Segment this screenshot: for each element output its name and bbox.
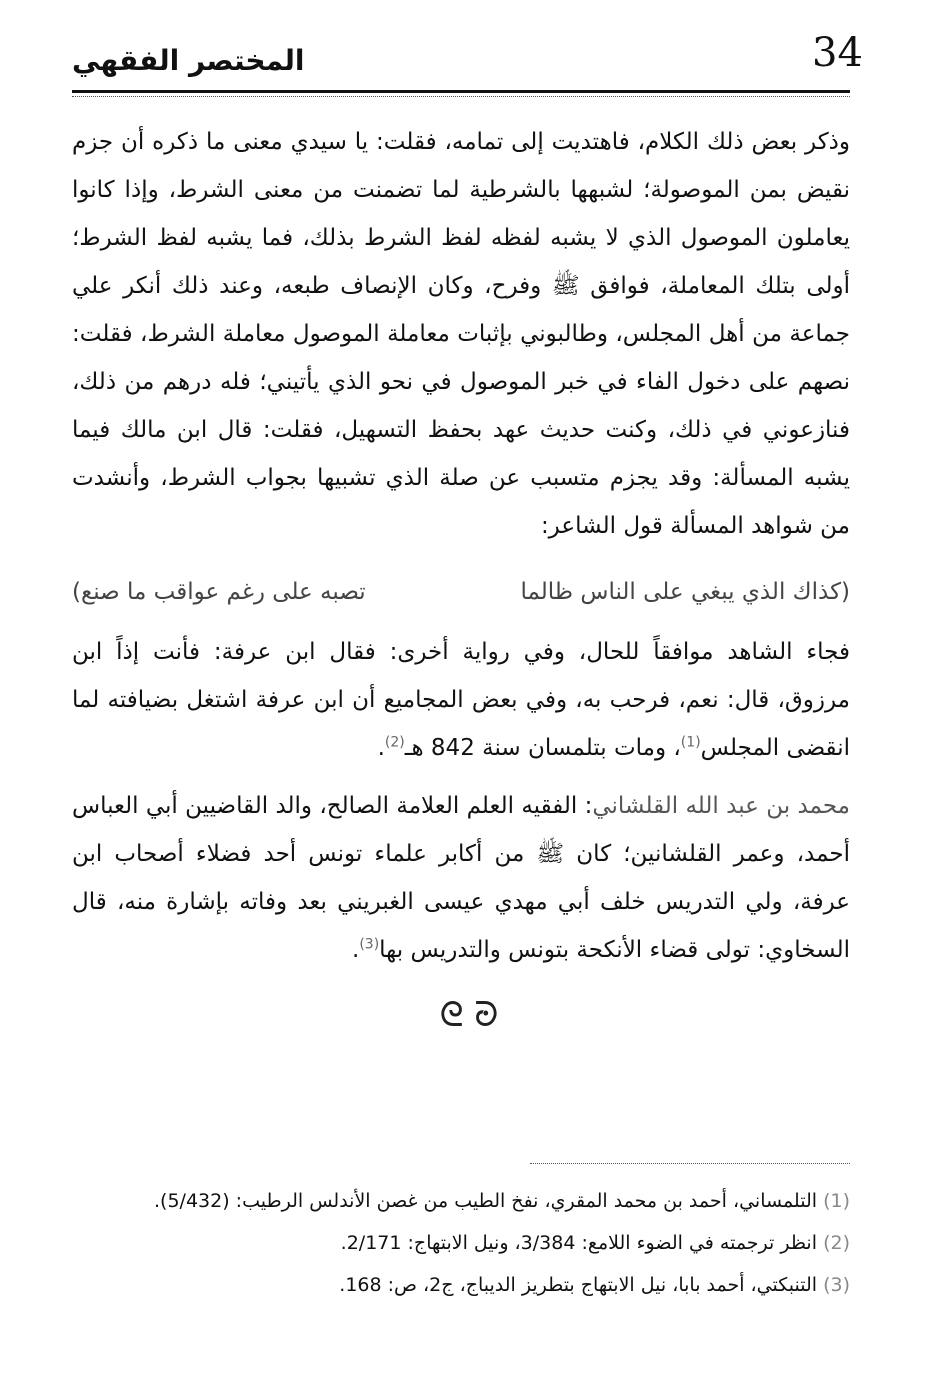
paragraph-2-text: فجاء الشاهد موافقاً للحال، وفي رواية أخرى: فقال ابن عرفة: فأنت إذاً ابن مرزوق، قال: نعم، فرحب به، وفي بعض المجاميع أن ابن عرفة اشتغل بضيافته لما انقضى المجلس [72,639,850,761]
paragraph-3-end: . [352,937,360,963]
footnote-separator [530,1163,850,1164]
header-dotted-rule [72,96,850,97]
footnote-number: (2) [823,1232,850,1254]
verse-first-hemistich: (كذاك الذي يبغي على الناس ظالما [520,579,850,605]
footnote-number: (3) [823,1274,850,1296]
main-text-block-2 [72,628,850,772]
paragraph-1: وذكر بعض ذلك الكلام، فاهتديت إلى تمامه، فقلت: يا سيدي معنى ما ذكره أن جزم نقيض بمن الموصولة؛ لشبهها بالشرطية لما تضمنت من معنى الشرط، وإذا كانوا يعاملون الموصول الذي لا يشبه لفظه لفظ الشرط بذلك، فما يشبه لفظ الشرط؛ أولى بتلك المعاملة، فوافق ﷺ وفرح، وكان الإنصاف طبعه، وعند ذلك أنكر علي جماعة من أهل المجلس، وطالبوني بإثبات معاملة الموصول معاملة الشرط، فقلت: نصهم على دخول الفاء في خبر الموصول في نحو الذي يأتيني؛ فله درهم من ذلك، فنازعوني في ذلك، وكنت حديث عهد بحفظ التسهيل، فقلت: قال ابن مالك فيما يشبه المسألة: وقد يجزم متسبب عن صلة الذي تشبيها بجواب الشرط، وأنشدت من شواهد المسألة قول الشاعر: [72,129,850,539]
section-end-ornament: ᘓ ᘒ [439,995,499,1035]
main-text-block-1 [72,118,850,550]
footnote-3 [72,1264,850,1306]
verse-second-hemistich: تصبه على رغم عواقب ما صنع) [72,579,366,605]
footnote-ref-2[interactable]: (2) [384,734,405,751]
footnote-text: انظر ترجمته في الضوء اللامع: 3/384، ونيل الابتهاج: 2/171. [340,1232,818,1254]
paragraph-2-end: . [377,735,385,761]
footnote-text: التلمساني، أحمد بن محمد المقري، نفخ الطيب من غصن الأندلس الرطيب: (5/432). [154,1190,818,1212]
footnote-1 [72,1180,850,1222]
main-text-block-3 [72,782,850,974]
page-header [72,30,863,92]
book-title: المختصر الفقهي [72,44,305,77]
paragraph-2-tail: ، ومات بتلمسان سنة 842 هـ [404,735,681,761]
paragraph-3 [72,782,850,974]
footnote-ref-3[interactable]: (3) [359,936,380,953]
paragraph-2 [72,628,850,772]
footnote-ref-1[interactable]: (1) [680,734,701,751]
poetry-verse [72,568,850,616]
header-rule [72,90,850,93]
footnote-text: التنبكتي، أحمد بابا، نيل الابتهاج بتطريز الديباج، ج2، ص: 168. [339,1274,818,1296]
paragraph-3-text: : الفقيه العلم العلامة الصالح، والد القاضيين أبي العباس أحمد، وعمر القلشانين؛ كان ﷺ من أكابر علماء تونس أحد فضلاء أصحاب ابن عرفة، ولي التدريس خلف أبي مهدي عيسى الغبريني بعد وفاته بإشارة منه، قال السخاوي: تولى قضاء الأنكحة بتونس والتدريس بها [72,793,850,963]
footnote-2 [72,1222,850,1264]
biography-name: محمد بن عبد الله القلشاني [592,793,850,819]
page-number: 34 [812,30,863,76]
footnotes [72,1180,850,1306]
footnote-number: (1) [823,1190,850,1212]
